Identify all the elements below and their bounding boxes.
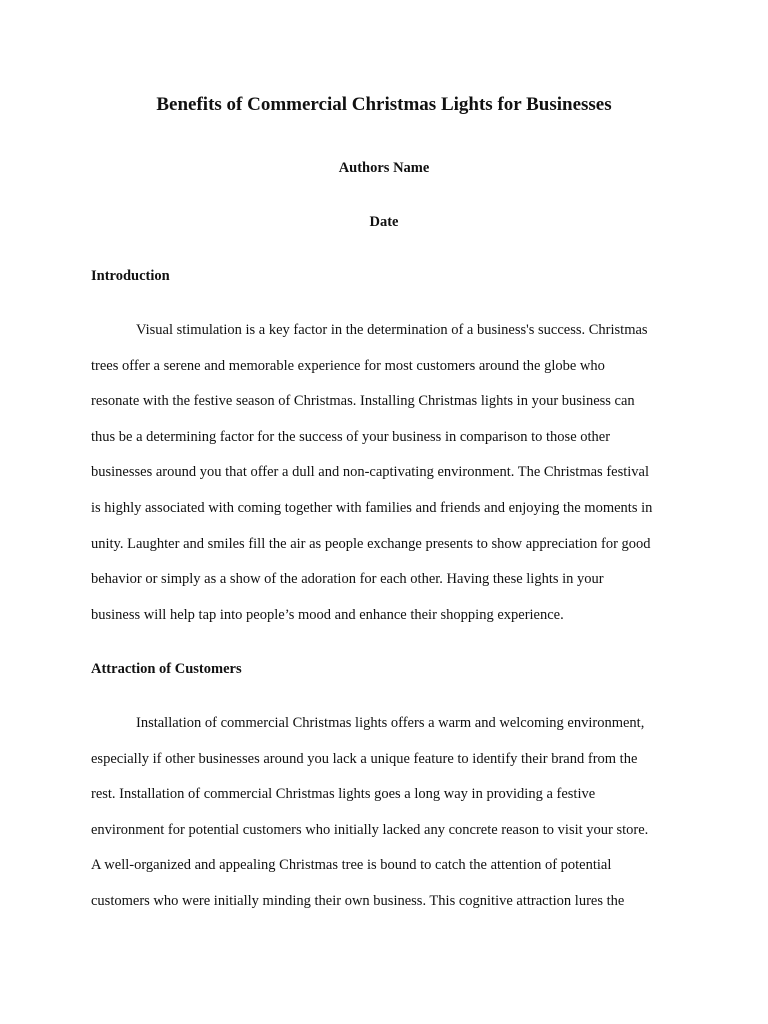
document-title: Benefits of Commercial Christmas Lights for Businesses — [156, 94, 612, 115]
paragraph-line: businesses around you that offer a dull and non-captivating environment. The Christmas festival — [91, 464, 649, 480]
paragraph-line: business will help tap into people’s mood and enhance their shopping experience. — [91, 607, 564, 623]
paragraph-line: A well-organized and appealing Christmas tree is bound to catch the attention of potential — [91, 857, 612, 873]
section-heading-introduction: Introduction — [91, 268, 170, 284]
paragraph-line: thus be a determining factor for the success of your business in comparison to those other — [91, 429, 611, 445]
paragraph-line: especially if other businesses around you lack a unique feature to identify their brand from the — [91, 751, 638, 767]
paragraph-line: unity. Laughter and smiles fill the air as people exchange presents to show appreciation for good — [91, 536, 651, 552]
document-date: Date — [369, 214, 399, 230]
author-name: Authors Name — [338, 160, 430, 176]
paragraph-line: Installation of commercial Christmas lights offers a warm and welcoming environment, — [136, 715, 645, 731]
section-heading-attraction: Attraction of Customers — [91, 661, 242, 677]
paragraph-line: Visual stimulation is a key factor in the determination of a business's success. Christmas — [136, 322, 648, 338]
paragraph-line: resonate with the festive season of Christmas. Installing Christmas lights in your business can — [91, 393, 635, 409]
paragraph-line: trees offer a serene and memorable experience for most customers around the globe who — [91, 358, 605, 374]
paragraph-line: environment for potential customers who initially lacked any concrete reason to visit your store. — [91, 822, 649, 838]
paragraph-line: is highly associated with coming together with families and friends and enjoying the moments in — [91, 500, 653, 516]
paragraph-line: rest. Installation of commercial Christmas lights goes a long way in providing a festive — [91, 786, 596, 802]
paragraph-line: behavior or simply as a show of the adoration for each other. Having these lights in your — [91, 571, 604, 587]
paragraph-line: customers who were initially minding their own business. This cognitive attraction lures the — [91, 893, 625, 909]
